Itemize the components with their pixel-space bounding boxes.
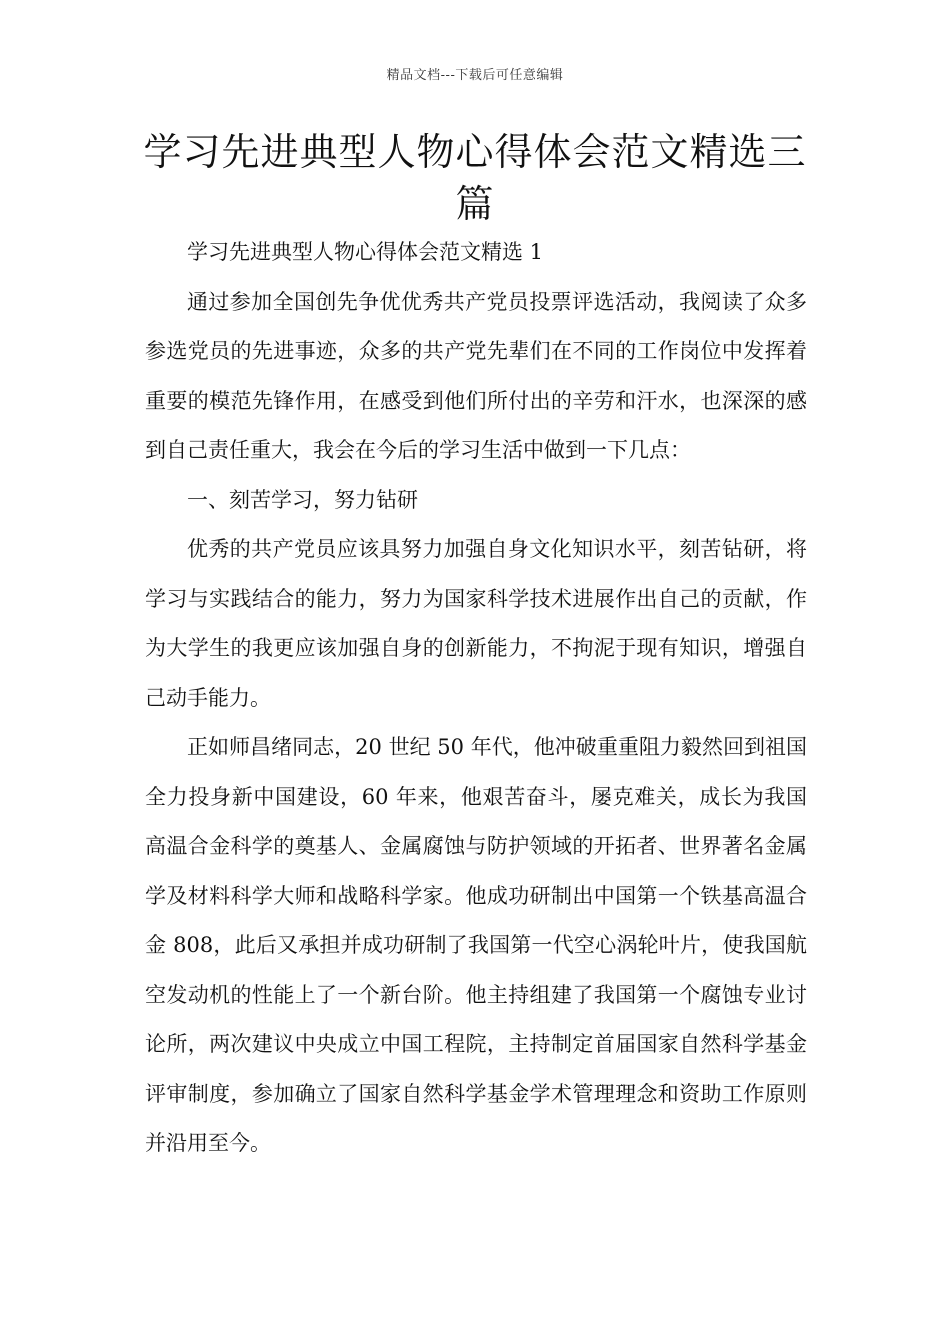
section-heading: 一、刻苦学习，努力钻研: [187, 487, 418, 512]
paragraph-intro: 通过参加全国创先争优优秀共产党员投票评选活动，我阅读了众多参选党员的先进事迹，众多的共产党先辈们在不同的工作岗位中发挥着重要的模范先锋作用，在感受到他们所付出的辛劳和汗水，也深深的感到自己责任重大，我会在今后的学习生活中做到一下几点：: [145, 289, 807, 462]
header-note: 精品文档---下载后可任意编辑: [386, 68, 564, 83]
section-subtitle: 学习先进典型人物心得体会范文精选 1: [187, 240, 544, 264]
document-title: 学习先进典型人物心得体会范文精选三篇: [143, 130, 807, 226]
document-body: [145, 228, 807, 1169]
paragraph-example: 正如师昌绪同志，20 世纪 50 年代，他冲破重重阻力毅然回到祖国全力投身新中国建设，60 年来，他艰苦奋斗，屡克难关，成长为我国高温合金科学的奠基人、金属腐蚀与防护领域的开拓者、世界著名金属学及材料科学大师和战略科学家。他成功研制出中国第一个铁基高温合金 808，此后又承担并成功研制了我国第一代空心涡轮叶片，使我国航空发动机的性能上了一个新台阶。他主持组建了我国第一个腐蚀专业讨论所，两次建议中央成立中国工程院，主持制定首届国家自然科学基金评审制度，参加确立了国家自然科学基金学术管理理念和资助工作原则并沿用至今。: [145, 735, 807, 1155]
paragraph-study: 优秀的共产党员应该具努力加强自身文化知识水平，刻苦钻研，将学习与实践结合的能力，努力为国家科学技术进展作出自己的贡献，作为大学生的我更应该加强自身的创新能力，不拘泥于现有知识，增强自己动手能力。: [145, 537, 807, 710]
